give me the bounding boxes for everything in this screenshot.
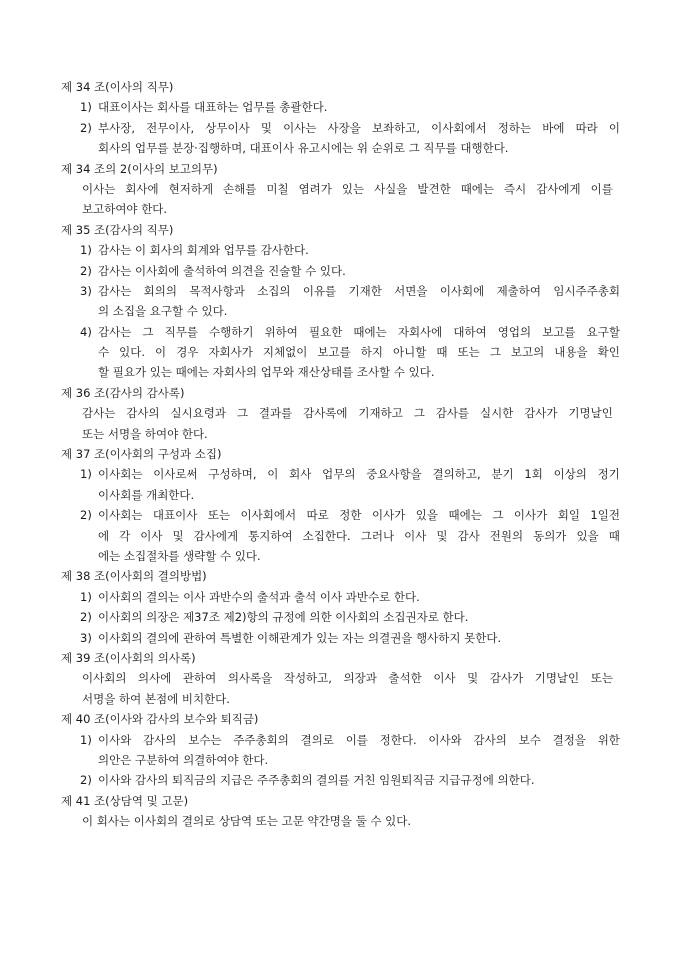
clause-text: 이사회의 의장은 제37조 제2)항의 규정에 의한 이사회의 소집권자로 한다. — [98, 610, 469, 625]
article-body-line: 감사는 감사의 실시요령과 그 결과를 감사록에 기재하고 그 감사를 실시한 감사가 기명날인 — [82, 406, 613, 421]
clause-number: 2) — [80, 263, 92, 278]
clause-item — [0, 628, 680, 648]
clause-continuation-line — [0, 138, 680, 158]
clause-line — [0, 261, 680, 281]
clause-line — [0, 628, 680, 648]
article — [0, 159, 680, 220]
clause-item — [0, 240, 680, 260]
article — [0, 444, 680, 566]
clause-continuation-line — [0, 342, 680, 362]
article-body-line: 또는 서명을 하여야 한다. — [82, 426, 208, 441]
clause-text: 이사회의 결의에 관하여 특별한 이해관계가 있는 자는 의결권을 행사하지 못한다. — [98, 630, 502, 645]
clause-item — [0, 587, 680, 607]
clause-item — [0, 607, 680, 627]
article-heading: 제 34 조(이사의 직무) — [61, 80, 174, 94]
clause-text: 부사장, 전무이사, 상무이사 및 이사는 사장을 보좌하고, 이사회에서 정하는 바에 따라 이 — [98, 120, 620, 135]
clause-text: 이사회는 대표이사 또는 이사회에서 따로 정한 이사가 있을 때에는 그 이사가 회일 1일전 — [98, 508, 620, 523]
clause-line — [0, 118, 680, 138]
article — [0, 791, 680, 832]
clause-number: 1) — [80, 100, 92, 115]
clause-continuation-line — [0, 546, 680, 566]
clause-number: 1) — [80, 243, 92, 258]
article-heading: 제 40 조(이사와 감사의 보수와 퇴직금) — [61, 712, 259, 727]
clause-text: 할 필요가 있는 때에는 자회사의 업무와 재산상태를 조사할 수 있다. — [98, 365, 435, 380]
article-heading: 제 35 조(감사의 직무) — [61, 222, 174, 237]
clause-text: 에 각 이사 및 감사에게 통지하여 소집한다. 그러나 이사 및 감사 전원의 동의가 있을 때 — [98, 528, 620, 543]
clause-continuation-line — [0, 750, 680, 770]
clause-text: 에는 소집절차를 생략할 수 있다. — [98, 548, 261, 563]
clause-number: 1) — [80, 467, 92, 482]
article — [0, 77, 680, 159]
clause-item — [0, 97, 680, 117]
article-heading: 제 39 조(이사회의 의사록) — [61, 650, 196, 665]
clause-line — [0, 607, 680, 627]
clause-text: 이사와 감사의 퇴직금의 지급은 주주총회의 결의를 거친 임원퇴직금 지급규정에 의한다. — [98, 773, 535, 788]
article-heading: 제 37 조(이사회의 구성과 소집) — [61, 447, 222, 462]
clause-text: 감사는 이사회에 출석하여 의견을 진술할 수 있다. — [98, 263, 346, 278]
clause-continuation-line — [0, 301, 680, 321]
article — [0, 648, 680, 709]
clause-item — [0, 770, 680, 790]
clause-continuation-line — [0, 526, 680, 546]
clause-line — [0, 770, 680, 790]
clause-number: 2) — [80, 508, 92, 523]
clause-number: 3) — [80, 283, 92, 298]
clause-text: 이사와 감사의 보수는 주주총회의 결의로 이를 정한다. 이사와 감사의 보수 결정을 위한 — [98, 732, 620, 747]
article — [0, 220, 680, 383]
article — [0, 566, 680, 648]
clause-number: 2) — [80, 773, 92, 788]
clause-item — [0, 261, 680, 281]
clause-text: 대표이사는 회사를 대표하는 업무를 총괄한다. — [98, 100, 328, 115]
clause-item — [0, 730, 680, 771]
article-body-line: 서명을 하여 본점에 비치한다. — [82, 691, 230, 706]
article-body-line: 이사회의 의사에 관하여 의사록을 작성하고, 의장과 출석한 이사 및 감사가 기명날인 또는 — [82, 671, 613, 686]
clause-text: 이사회는 이사로써 구성하며, 이 회사 업무의 중요사항을 결의하고, 분기 1회 이상의 정기 — [98, 467, 620, 482]
article-heading: 제 41 조(상담역 및 고문) — [61, 793, 189, 808]
clause-number: 1) — [80, 732, 92, 747]
article-heading: 제 34 조의 2(이사의 보고의무) — [61, 161, 218, 176]
clause-item — [0, 118, 680, 159]
clause-continuation-line — [0, 362, 680, 382]
clause-line — [0, 730, 680, 750]
clause-number: 2) — [80, 610, 92, 625]
clause-text: 감사는 이 회사의 회계와 업무를 감사한다. — [98, 243, 309, 258]
clause-number: 1) — [80, 589, 92, 604]
clause-line — [0, 587, 680, 607]
clause-continuation-line — [0, 485, 680, 505]
article — [0, 383, 680, 444]
clause-text: 감사는 그 직무를 수행하기 위하여 필요한 때에는 자회사에 대하여 영업의 보고를 요구할 — [98, 324, 620, 339]
clause-text: 의안은 구분하여 의결하여야 한다. — [98, 752, 269, 767]
clause-item — [0, 464, 680, 505]
article-body-line: 이사는 회사에 현저하게 손해를 미칠 염려가 있는 사실을 발견한 때에는 즉시 감사에게 이를 — [82, 181, 613, 196]
clause-text: 이사회의 결의는 이사 과반수의 출석과 출석 이사 과반수로 한다. — [98, 589, 420, 604]
article-heading: 제 36 조(감사의 감사록) — [61, 385, 185, 400]
clause-line — [0, 464, 680, 484]
clause-line — [0, 281, 680, 301]
article-body-line: 이 회사는 이사회의 결의로 상담역 또는 고문 약간명을 둘 수 있다. — [82, 814, 412, 829]
clause-number: 2) — [80, 120, 92, 135]
clause-item — [0, 281, 680, 322]
clause-number: 4) — [80, 324, 92, 339]
clause-text: 의 소집을 요구할 수 있다. — [98, 304, 228, 319]
clause-number: 3) — [80, 630, 92, 645]
clause-text: 수 있다. 이 경우 자회사가 지체없이 보고를 하지 아니할 때 또는 그 보고의 내용을 확인 — [98, 345, 620, 360]
clause-text: 회사의 업무를 분장·집행하며, 대표이사 유고시에는 위 순위로 그 직무를 대행한다. — [98, 141, 509, 156]
article-heading: 제 38 조(이사회의 결의방법) — [61, 569, 207, 584]
clause-line — [0, 322, 680, 342]
clause-line — [0, 505, 680, 525]
clause-item — [0, 322, 680, 383]
article — [0, 709, 680, 791]
clause-item — [0, 505, 680, 566]
clause-text: 감사는 회의의 목적사항과 소집의 이유를 기재한 서면을 이사회에 제출하여 임시주주총회 — [98, 283, 620, 298]
clause-line — [0, 240, 680, 260]
clause-text: 이사회를 개최한다. — [98, 487, 195, 502]
clause-line — [0, 97, 680, 117]
article-body-line: 보고하여야 한다. — [82, 202, 168, 217]
